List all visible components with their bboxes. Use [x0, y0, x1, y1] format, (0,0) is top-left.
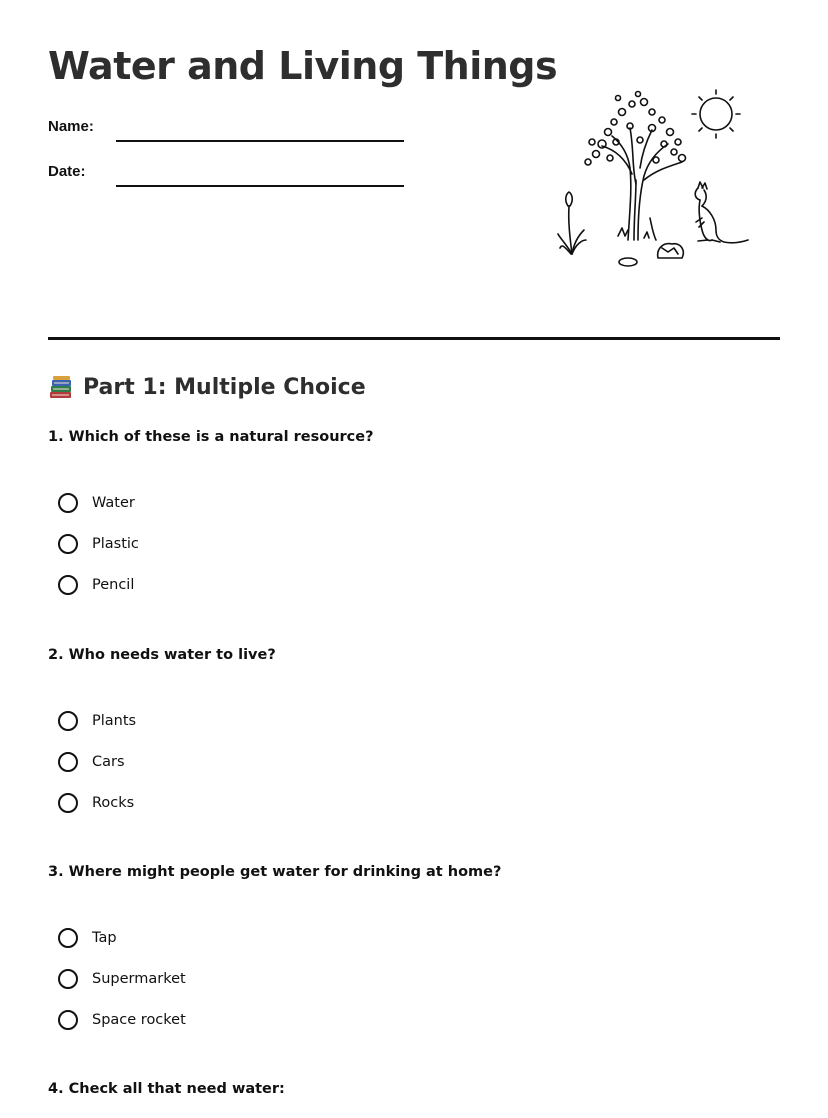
- question-text: 2. Who needs water to live?: [48, 647, 276, 663]
- option-label: Pencil: [92, 576, 135, 593]
- name-field[interactable]: [48, 118, 408, 144]
- rocks-icon: [619, 244, 683, 266]
- option-label: Tap: [92, 929, 117, 946]
- question-3: [48, 864, 788, 1028]
- option-label: Supermarket: [92, 970, 186, 987]
- question-text: 1. Which of these is a natural resource?: [48, 429, 374, 445]
- option-pencil[interactable]: [58, 564, 139, 605]
- option-label: Rocks: [92, 794, 135, 811]
- option-rocks[interactable]: [58, 782, 136, 823]
- page-title: Water and Living Things: [48, 44, 558, 88]
- nature-illustration: [552, 88, 756, 272]
- date-label: Date:: [48, 163, 86, 180]
- option-cars[interactable]: [58, 741, 136, 782]
- option-label: Space rocket: [92, 1011, 186, 1028]
- question-1: [48, 429, 788, 593]
- options-list: [58, 482, 139, 605]
- question-text: 3. Where might people get water for drinking at home?: [48, 864, 502, 880]
- radio-button[interactable]: [58, 493, 78, 513]
- radio-button[interactable]: [58, 928, 78, 948]
- radio-button[interactable]: [58, 752, 78, 772]
- options-list: [58, 917, 186, 1040]
- option-plastic[interactable]: [58, 523, 139, 564]
- option-tap[interactable]: [58, 917, 186, 958]
- radio-button[interactable]: [58, 1010, 78, 1030]
- name-label: Name:: [48, 118, 94, 135]
- tree-icon: [585, 92, 686, 241]
- option-water[interactable]: [58, 482, 139, 523]
- option-space-rocket[interactable]: [58, 999, 186, 1040]
- question-4: [48, 1081, 788, 1097]
- section-divider: [48, 337, 780, 340]
- radio-button[interactable]: [58, 534, 78, 554]
- plant-icon: [558, 192, 586, 254]
- option-supermarket[interactable]: [58, 958, 186, 999]
- option-label: Plants: [92, 712, 137, 729]
- question-2: [48, 647, 788, 811]
- option-label: Water: [92, 494, 135, 511]
- radio-button[interactable]: [58, 969, 78, 989]
- sun-icon: [692, 90, 740, 138]
- section-heading-text: Part 1: Multiple Choice: [83, 374, 366, 400]
- option-label: Plastic: [92, 535, 139, 552]
- option-plants[interactable]: [58, 700, 136, 741]
- date-field[interactable]: [48, 163, 408, 189]
- options-list: [58, 700, 136, 823]
- kangaroo-icon: [695, 182, 748, 243]
- date-answer-line[interactable]: [116, 185, 404, 187]
- option-label: Cars: [92, 753, 125, 770]
- section-heading: [48, 374, 366, 400]
- question-text: 4. Check all that need water:: [48, 1081, 285, 1097]
- radio-button[interactable]: [58, 575, 78, 595]
- name-answer-line[interactable]: [116, 140, 404, 142]
- books-icon: [48, 374, 74, 400]
- radio-button[interactable]: [58, 793, 78, 813]
- radio-button[interactable]: [58, 711, 78, 731]
